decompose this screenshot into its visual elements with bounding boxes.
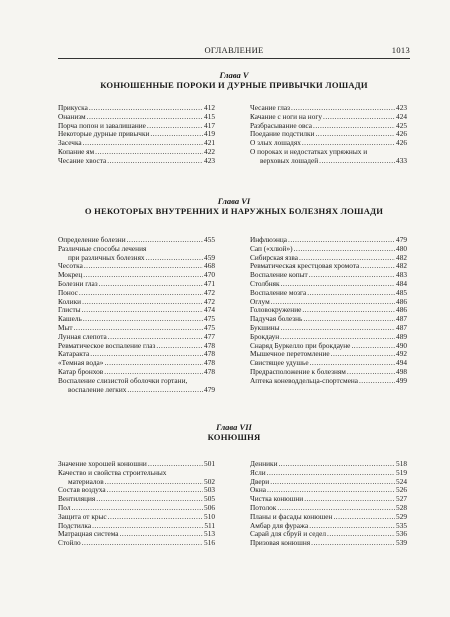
- dot-leader: [99, 280, 203, 289]
- toc-entry-title: Сап («хлюй»): [250, 243, 293, 253]
- dot-leader: [90, 350, 203, 359]
- toc-entry-title: Онанизм: [58, 111, 86, 121]
- toc-entry-title: Воспаление копыт: [250, 270, 308, 280]
- toc-entry-title: Качание с ноги на ногу: [250, 111, 322, 121]
- toc-entry: [58, 157, 215, 166]
- toc-entry-title: Ревматическое воспаление глаз: [58, 340, 156, 350]
- dot-leader: [288, 236, 395, 245]
- toc-entry-title: Снаряд Буркелло при брокдауне: [250, 340, 351, 350]
- toc-entry-title: «Темная вода»: [58, 358, 104, 368]
- toc-entry-title-first-line: О пороках и недостатках упряжных и: [250, 146, 368, 156]
- toc-entry-title: Понос: [58, 287, 78, 297]
- chapter-6: [58, 196, 410, 394]
- toc-entry-title: Чесание хвоста: [58, 155, 107, 165]
- dot-leader: [315, 130, 395, 139]
- toc-entry-title-first-line: Различные способы лечения: [58, 243, 147, 253]
- toc-entry-title: Матрацная система: [58, 529, 119, 539]
- toc-entry-title: Инфлюэнца: [250, 235, 287, 244]
- toc-entry-page: 480: [396, 243, 407, 253]
- toc-entry-title: Болезни глаз: [58, 278, 98, 288]
- dot-leader: [313, 122, 395, 131]
- toc-entry-page: 412: [204, 103, 215, 112]
- dot-leader: [281, 324, 396, 333]
- column-right: [250, 104, 407, 166]
- toc-entry-page: 479: [396, 235, 407, 244]
- toc-entry: [58, 315, 215, 324]
- toc-entry-page: 487: [396, 322, 407, 332]
- toc-entry-title: Чесотка: [58, 261, 83, 271]
- dot-leader: [319, 157, 395, 166]
- dot-leader: [127, 386, 203, 395]
- chapter-label: Глава V: [219, 70, 249, 80]
- dot-leader: [302, 306, 395, 315]
- dot-leader: [304, 495, 395, 504]
- toc-entry-page: 470: [204, 270, 215, 280]
- toc-entry-title: Чесание глаз: [250, 103, 290, 112]
- toc-entry-page: 529: [396, 511, 407, 521]
- dot-leader: [311, 539, 395, 548]
- column-right: [250, 236, 407, 386]
- toc-entry: [58, 245, 215, 263]
- toc-entry-title: Катар бронхов: [58, 366, 104, 376]
- toc-entry-title: О злых лошадях: [250, 138, 301, 148]
- toc-entry-page: 502: [204, 476, 215, 486]
- toc-entry-page: 539: [396, 538, 407, 548]
- toc-entry-page: 478: [204, 340, 215, 350]
- toc-entry-page: 510: [204, 511, 215, 521]
- toc-entry-title: Сибирская язва: [250, 252, 298, 262]
- toc-entry: [58, 377, 215, 395]
- dot-leader: [333, 513, 395, 522]
- chapter-7: [58, 422, 410, 548]
- column-left: [58, 104, 215, 166]
- toc-entry-title: Значение хорошей конюшни: [58, 459, 147, 468]
- toc-entry-page: 490: [396, 340, 407, 350]
- toc-entry-title: воспаление легких: [68, 384, 127, 394]
- dot-leader: [267, 469, 395, 478]
- dot-leader: [327, 530, 395, 539]
- toc-entry: [58, 289, 215, 298]
- toc-entry-page: 528: [396, 502, 407, 512]
- toc-entry: [250, 469, 407, 478]
- toc-entry-title: Ревматическая крестцовая хромота: [250, 261, 360, 271]
- toc-entry-title: Засечка: [58, 138, 82, 148]
- column-left: [58, 460, 215, 548]
- toc-entry-title: Столбняк: [250, 278, 280, 288]
- column-right: [250, 460, 407, 548]
- toc-entry-title: материалов: [68, 476, 104, 486]
- toc-entry: [58, 280, 215, 289]
- toc-entry-page: 423: [204, 155, 215, 165]
- toc-entry-title: Стойло: [58, 538, 81, 548]
- toc-entry-title: Защита от крыс: [58, 511, 107, 521]
- toc-entry-title: Кашель: [58, 314, 82, 324]
- toc-entry-page: 498: [396, 366, 407, 376]
- dot-leader: [107, 157, 203, 166]
- toc-entry: [58, 469, 215, 487]
- toc-entry-page: 492: [396, 349, 407, 359]
- toc-entry-page: 501: [204, 459, 215, 468]
- dot-leader: [107, 486, 203, 495]
- chapter-5: [58, 70, 410, 165]
- dot-leader: [95, 148, 203, 157]
- dot-leader: [84, 262, 203, 271]
- toc-entry: [58, 298, 215, 307]
- chapter-label: Глава VI: [217, 196, 251, 206]
- toc-entry-title: Мокрец: [58, 270, 83, 280]
- chapter-label: Глава VII: [216, 422, 252, 432]
- toc-entry: [250, 478, 407, 487]
- dot-leader: [156, 342, 203, 351]
- toc-entry-page: 526: [396, 485, 407, 495]
- toc-entry-title-first-line: Воспаление слизистой оболочки гортани,: [58, 375, 188, 385]
- toc-entry-title: Мышечное перетомление: [250, 349, 330, 359]
- toc-entry: [250, 460, 407, 469]
- toc-entry-page: 479: [204, 384, 215, 394]
- toc-entry-page: 455: [204, 235, 215, 244]
- toc-entry-page: 415: [204, 111, 215, 121]
- toc-entry-title: Планы и фасады конюшен: [250, 511, 333, 521]
- toc-entry: [250, 539, 407, 548]
- toc-entry-page: 505: [204, 494, 215, 504]
- toc-entry-title: Колики: [58, 296, 82, 306]
- toc-entry-page: 425: [396, 120, 407, 130]
- toc-entry-page: 485: [396, 287, 407, 297]
- dot-leader: [309, 271, 395, 280]
- toc-entry-title: Прикуска: [58, 103, 88, 112]
- toc-entry-title: Копание ям: [58, 146, 95, 156]
- toc-entry-title: Состав воздуха: [58, 485, 106, 495]
- toc-entry-title: Поедание подстилки: [250, 129, 315, 139]
- dot-leader: [120, 530, 203, 539]
- toc-entry-title: Призовая конюшня: [250, 538, 311, 548]
- dot-leader: [150, 130, 203, 139]
- dot-leader: [83, 315, 203, 324]
- toc-entry-page: 527: [396, 494, 407, 504]
- toc-entry-title: Пол: [58, 502, 71, 512]
- dot-leader: [82, 298, 203, 307]
- toc-entry-page: 424: [396, 111, 407, 121]
- running-head: [58, 44, 410, 59]
- toc-entry-page: 516: [204, 538, 215, 548]
- toc-entry-title: Денники: [250, 459, 278, 468]
- toc-entry-page: 519: [396, 467, 407, 477]
- toc-entry-title: Определение болезни: [58, 235, 126, 244]
- dot-leader: [278, 460, 395, 469]
- dot-leader: [270, 478, 395, 487]
- toc-entry-title: Катаракта: [58, 349, 90, 359]
- dot-leader: [82, 539, 203, 548]
- toc-entry-page: 486: [396, 305, 407, 315]
- dot-leader: [83, 271, 203, 280]
- toc-entry-page: 474: [204, 305, 215, 315]
- toc-entry: [58, 539, 215, 548]
- toc-entry-title: Букшины: [250, 322, 280, 332]
- toc-entry-title: при различных болезнях: [68, 252, 145, 262]
- toc-entry-title: Некоторые дурные привычки: [58, 129, 150, 139]
- toc-entry-title: Амбар для фуража: [250, 520, 309, 530]
- toc-entry-title: Брокдаун: [250, 331, 280, 341]
- toc-entry-page: 421: [204, 138, 215, 148]
- toc-entry-page: 426: [396, 138, 407, 148]
- toc-entry-page: 419: [204, 129, 215, 139]
- toc-entry-title: Лунная слепота: [58, 331, 107, 341]
- toc-entry-page: 426: [396, 129, 407, 139]
- toc-entry-page: 494: [396, 358, 407, 368]
- toc-entry-title: Окна: [250, 485, 266, 495]
- running-head-title: ОГЛАВЛЕНИЕ: [204, 45, 264, 55]
- toc-entry-title: Потолок: [250, 502, 277, 512]
- toc-entry-page: 506: [204, 502, 215, 512]
- toc-entry-title: Предрасположение к болезням: [250, 366, 346, 376]
- toc-entry-page: 472: [204, 287, 215, 297]
- toc-entry-page: 423: [396, 103, 407, 112]
- toc-entry-title-first-line: Качество и свойства строительных: [58, 467, 167, 477]
- toc-entry-page: 535: [396, 520, 407, 530]
- chapter-title: О НЕКОТОРЫХ ВНУТРЕННИХ И НАРУЖНЫХ БОЛЕЗНЯХ ЛОШАДИ: [84, 206, 384, 216]
- dot-leader: [323, 113, 395, 122]
- toc-entry-page: 478: [204, 358, 215, 368]
- page-number: 1013: [391, 45, 410, 55]
- toc-entry-title: Ясли: [250, 467, 266, 477]
- toc-entry-page: 482: [396, 261, 407, 271]
- toc-entry-title: Подстилка: [58, 520, 92, 530]
- dot-leader: [108, 513, 203, 522]
- dot-leader: [360, 262, 395, 271]
- toc-entry-title: Двери: [250, 476, 270, 486]
- toc-entry-title: Головокружение: [250, 305, 302, 315]
- dot-leader: [105, 478, 203, 487]
- toc-entry-title: Глисты: [58, 305, 81, 315]
- dot-leader: [146, 254, 203, 263]
- toc-entry-page: 487: [396, 314, 407, 324]
- dot-leader: [82, 306, 204, 315]
- toc-entry-title: Сарай для сбруй и седел: [250, 529, 327, 539]
- toc-entry-page: 486: [396, 296, 407, 306]
- dot-leader: [359, 377, 395, 386]
- dot-leader: [331, 350, 395, 359]
- toc-entry: [250, 377, 407, 386]
- toc-entry-title: Оглум: [250, 296, 270, 306]
- toc-entry-page: 482: [396, 252, 407, 262]
- toc-entry-page: 459: [204, 252, 215, 262]
- toc-entry-page: 468: [204, 261, 215, 271]
- dot-leader: [79, 289, 203, 298]
- toc-entry-page: 503: [204, 485, 215, 495]
- toc-entry-page: 536: [396, 529, 407, 539]
- toc-entry-page: 433: [396, 155, 407, 165]
- dot-leader: [89, 104, 203, 113]
- toc-entry-title: Падучая болезнь: [250, 314, 303, 324]
- toc-entry-page: 483: [396, 270, 407, 280]
- column-left: [58, 236, 215, 394]
- toc-entry-page: 518: [396, 459, 407, 468]
- toc-entry-page: 472: [204, 296, 215, 306]
- toc-entry-page: 471: [204, 278, 215, 288]
- dot-leader: [147, 122, 203, 131]
- toc-entry: [250, 148, 407, 166]
- dot-leader: [303, 315, 395, 324]
- toc-entry-title: верховых лошадей: [260, 155, 319, 165]
- toc-entry-title: Свистящее удушье: [250, 358, 309, 368]
- toc-entry-page: 477: [204, 331, 215, 341]
- toc-entry-title: Чистка конюшни: [250, 494, 304, 504]
- toc-entry: [58, 530, 215, 539]
- dot-leader: [351, 342, 395, 351]
- toc-entry-page: 484: [396, 278, 407, 288]
- toc-entry-title: Мыт: [58, 322, 73, 332]
- toc-entry-page: 513: [204, 529, 215, 539]
- dot-leader: [83, 139, 203, 148]
- toc-entry: [58, 495, 215, 504]
- toc-entry: [250, 289, 407, 298]
- dot-leader: [294, 245, 396, 254]
- toc-entry-page: 478: [204, 366, 215, 376]
- toc-entry-title: Аптека коневоддельца-спортсмена: [250, 375, 358, 385]
- toc-entry-page: 499: [396, 375, 407, 385]
- toc-entry-title: Воспаление мозга: [250, 287, 307, 297]
- toc-entry-title: Порча попон и завалишание: [58, 120, 146, 130]
- toc-entry-title: Разбрасывание овса: [250, 120, 312, 130]
- toc-entry-page: 489: [396, 331, 407, 341]
- dot-leader: [104, 359, 203, 368]
- toc-entry-title: Вентиляция: [58, 494, 96, 504]
- toc-entry-page: 417: [204, 120, 215, 130]
- toc-entry-page: 475: [204, 314, 215, 324]
- toc-entry-page: 511: [204, 520, 215, 530]
- dot-leader: [96, 495, 203, 504]
- toc-entry-page: 422: [204, 146, 215, 156]
- toc-entry-page: 524: [396, 476, 407, 486]
- toc-entry-page: 475: [204, 322, 215, 332]
- toc-entry-page: 478: [204, 349, 215, 359]
- chapter-title: КОНЮШНЯ: [207, 432, 261, 442]
- chapter-title: КОНЮШЕННЫЕ ПОРОКИ И ДУРНЫЕ ПРИВЫЧКИ ЛОШАДИ: [100, 80, 368, 90]
- dot-leader: [307, 289, 395, 298]
